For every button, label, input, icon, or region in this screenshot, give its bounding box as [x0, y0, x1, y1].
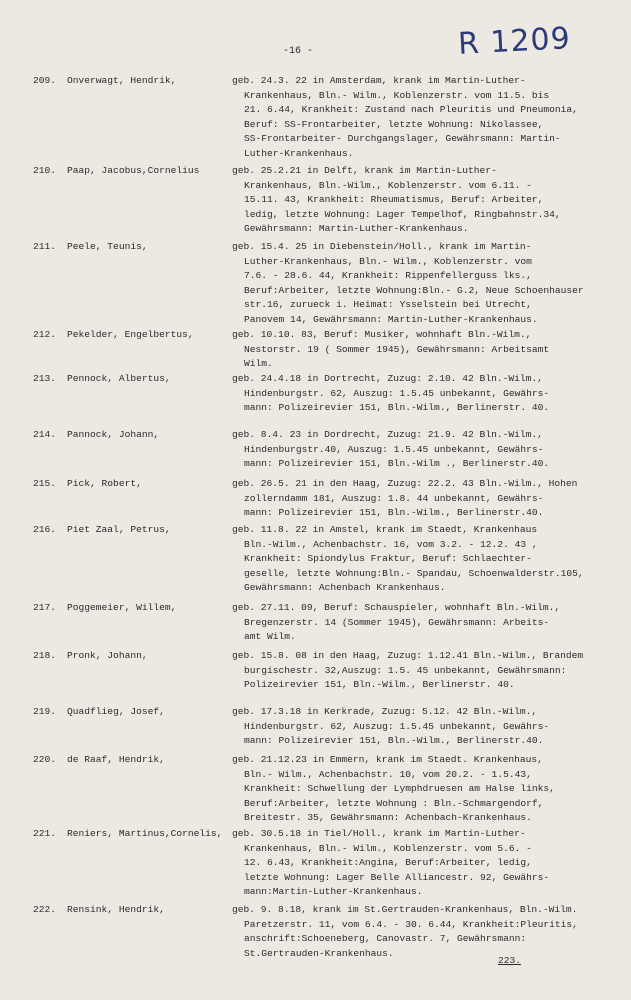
- entry-detail-line: Krankheit: Schwellung der Lymphdruesen am Halse links,: [244, 783, 555, 795]
- entry-name: Pick, Robert,: [67, 478, 142, 489]
- entry-detail-line: geb. 26.5. 21 in den Haag, Zuzug: 22.2. 43 Bln.-Wilm., Hohen: [232, 478, 578, 489]
- entry-detail-line: Nestorstr. 19 ( Sommer 1945), Gewährsmann: Arbeitsamt: [244, 343, 550, 355]
- entry-detail-line: geb. 17.3.18 in Kerkrade, Zuzug: 5.12. 42 Bln.-Wilm.,: [232, 706, 538, 717]
- entry-detail-line: str.16, zurueck i. Heimat: Ysselstein bei Utrecht,: [244, 299, 532, 311]
- entry-detail-line: 21. 6.44, Krankheit: Zustand nach Pleuritis und Pneumonia,: [244, 104, 578, 116]
- entry-detail-line: Bregenzerstr. 14 (Sommer 1945), Gewährsmann: Arbeits-: [244, 616, 550, 628]
- entry-detail-line: mann: Polizeirevier 151, Bln.-Wilm ., Berlinerstr.40.: [244, 458, 550, 470]
- entry-detail-line: 12. 6.43, Krankheit:Angina, Beruf:Arbeiter, ledig,: [244, 857, 532, 869]
- entry-details: [232, 601, 627, 645]
- entry-detail-line: zollerndamm 181, Auszug: 1.8. 44 unbekannt, Gewährs-: [244, 492, 544, 504]
- entry-name: Pekelder, Engelbertus,: [67, 329, 194, 340]
- entry-name: Poggemeier, Willem,: [67, 602, 177, 613]
- entry-number: 213.: [33, 373, 57, 384]
- entry-detail-line: geb. 15.8. 08 in den Haag, Zuzug: 1.12.41 Bln.-Wilm., Brandem: [232, 650, 584, 661]
- entry-name: Paap, Jacobus,Cornelius: [67, 165, 200, 176]
- entry-details: [232, 649, 627, 693]
- entry-name: Onverwagt, Hendrik,: [67, 75, 177, 86]
- entry-detail-line: Krankenhaus, Bln.- Wilm., Koblenzerstr. vom 11.5. bis: [244, 89, 550, 101]
- entry-details: [232, 74, 627, 162]
- entry-detail-line: Hindenburgstr. 62, Auszug: 1.5.45 unbekannt, Gewährs-: [244, 720, 550, 732]
- entry-detail-line: anschrift:Schoeneberg, Canovastr. 7, Gewährsmann:: [244, 933, 527, 945]
- entry-details: [232, 753, 627, 826]
- archive-reference-handwritten: R 1209: [457, 21, 572, 62]
- entry-name: de Raaf, Hendrik,: [67, 754, 165, 765]
- footer-mark: 223.: [498, 955, 522, 966]
- entry-details: [232, 164, 627, 237]
- entry-detail-line: Gewährsmann: Achenbach Krankenhaus.: [244, 582, 446, 594]
- entry-details: [232, 523, 627, 596]
- entry-detail-line: geb. 9. 8.18, krank im St.Gertrauden-Krankenhaus, Bln.-Wilm.: [232, 904, 578, 915]
- entry-detail-line: Hindenburgstr. 62, Auszug: 1.5.45 unbekannt, Gewährs-: [244, 387, 550, 399]
- entry-detail-line: geb. 11.8. 22 in Amstel, krank im Staedt, Krankenhaus: [232, 524, 538, 535]
- entry-number: 209.: [33, 75, 57, 86]
- entry-detail-line: St.Gertrauden-Krankenhaus.: [244, 947, 394, 959]
- entry-detail-line: geb. 10.10. 83, Beruf: Musiker, wohnhaft Bln.-Wilm.,: [232, 329, 532, 340]
- entry-detail-line: burgischestr. 32,Auszug: 1.5. 45 unbekannt, Gewährsmann:: [244, 664, 567, 676]
- entry-number: 222.: [33, 904, 57, 915]
- entry-detail-line: geb. 25.2.21 in Delft, krank im Martin-Luther-: [232, 165, 497, 176]
- entry-detail-line: geb. 21.12.23 in Emmern, krank im Staedt. Krankenhaus,: [232, 754, 543, 765]
- entry-detail-line: amt Wilm.: [244, 631, 296, 643]
- entry-number: 215.: [33, 478, 57, 489]
- entry-detail-line: Paretzerstr. 11, vom 6.4. - 30. 6.44, Krankheit:Pleuritis,: [244, 918, 578, 930]
- entry-details: [232, 328, 627, 372]
- entry-number: 214.: [33, 429, 57, 440]
- entry-number: 220.: [33, 754, 57, 765]
- entry-number: 218.: [33, 650, 57, 661]
- entry-details: [232, 705, 627, 749]
- entry-detail-line: ledig, letzte Wohnung: Lager Tempelhof, Ringbahnstr.34,: [244, 208, 561, 220]
- page-number: -16 -: [283, 46, 314, 57]
- entry-detail-line: mann: Polizeirevier 151, Bln.-Wilm., Berlinerstr.40.: [244, 735, 544, 747]
- entry-details: [232, 428, 627, 472]
- entry-detail-line: Wilm.: [244, 358, 273, 370]
- entry-detail-line: Bln.- Wilm., Achenbachstr. 10, vom 20.2. - 1.5.43,: [244, 768, 532, 780]
- entry-detail-line: geselle, letzte Wohnung:Bln.- Spandau, Schoenwalderstr.105,: [244, 567, 584, 579]
- entry-detail-line: Beruf:Arbeiter, letzte Wohnung : Bln.-Schmargendorf,: [244, 797, 544, 809]
- entry-detail-line: geb. 15.4. 25 in Diebenstein/Holl., krank im Martin-: [232, 241, 532, 252]
- entry-detail-line: Luther-Krankenhaus, Bln.- Wilm., Koblenzerstr. vom: [244, 255, 532, 267]
- entry-detail-line: mann: Polizeirevier 151, Bln.-Wilm., Berlinerstr. 40.: [244, 402, 550, 414]
- entry-details: [232, 372, 627, 416]
- entry-detail-line: geb. 30.5.18 in Tiel/Holl., krank im Martin-Luther-: [232, 828, 526, 839]
- entry-details: [232, 903, 627, 961]
- entry-detail-line: Luther-Krankenhaus.: [244, 147, 354, 159]
- entry-name: Reniers, Martinus,Cornelis,: [67, 828, 223, 839]
- entry-number: 221.: [33, 828, 57, 839]
- entry-detail-line: SS-Frontarbeiter- Durchgangslager, Gewährsmann: Martin-: [244, 133, 561, 145]
- entry-detail-line: geb. 24.4.18 in Dortrecht, Zuzug: 2.10. 42 Bln.-Wilm.,: [232, 373, 543, 384]
- entry-detail-line: mann: Polizeirevier 151, Bln.-Wilm., Berlinerstr.40.: [244, 507, 544, 519]
- entry-detail-line: geb. 27.11. 09, Beruf: Schauspieler, wohnhaft Bln.-Wilm.,: [232, 602, 561, 613]
- entry-detail-line: Hindenburgstr.40, Auszug: 1.5.45 unbekannt, Gewährs-: [244, 443, 544, 455]
- entry-name: Peele, Teunis,: [67, 241, 148, 252]
- entry-detail-line: mann:Martin-Luther-Krankenhaus.: [244, 886, 423, 898]
- entry-detail-line: Krankenhaus, Bln.- Wilm., Koblenzerstr. vom 5.6. -: [244, 842, 532, 854]
- entry-number: 219.: [33, 706, 57, 717]
- entry-detail-line: geb. 24.3. 22 in Amsterdam, krank im Martin-Luther-: [232, 75, 526, 86]
- entry-number: 216.: [33, 524, 57, 535]
- entry-detail-line: Polizeirevier 151, Bln.-Wilm., Berlinerstr. 40.: [244, 679, 515, 691]
- entry-detail-line: Gewährsmann: Martin-Luther-Krankenhaus.: [244, 223, 469, 235]
- entry-detail-line: Krankenhaus, Bln.-Wilm., Koblenzerstr. vom 6.11. -: [244, 179, 532, 191]
- entry-details: [232, 827, 627, 900]
- entry-details: [232, 240, 627, 328]
- entry-detail-line: Breitestr. 35, Gewährsmann: Achenbach-Krankenhaus.: [244, 812, 532, 824]
- entry-detail-line: Beruf:Arbeiter, letzte Wohnung:Bln.- G.2, Neue Schoenhauser: [244, 284, 584, 296]
- entry-name: Rensink, Hendrik,: [67, 904, 165, 915]
- entry-number: 211.: [33, 241, 57, 252]
- entry-detail-line: geb. 8.4. 23 in Dordrecht, Zuzug: 21.9. 42 Bln.-Wilm.,: [232, 429, 543, 440]
- entry-number: 217.: [33, 602, 57, 613]
- entry-detail-line: 7.6. - 28.6. 44, Krankheit: Rippenfellerguss lks.,: [244, 270, 532, 282]
- entry-detail-line: letzte Wohnung: Lager Belle Alliancestr. 92, Gewährs-: [244, 871, 550, 883]
- entry-number: 212.: [33, 329, 57, 340]
- entry-name: Piet Zaal, Petrus,: [67, 524, 171, 535]
- entry-details: [232, 477, 627, 521]
- entry-name: Pronk, Johann,: [67, 650, 148, 661]
- entry-detail-line: Panovem 14, Gewährsmann: Martin-Luther-Krankenhaus.: [244, 313, 538, 325]
- entry-detail-line: 15.11. 43, Krankheit: Rheumatismus, Beruf: Arbeiter,: [244, 194, 544, 206]
- entry-name: Pennock, Albertus,: [67, 373, 171, 384]
- entry-detail-line: Krankheit: Spiondylus Fraktur, Beruf: Schlaechter-: [244, 553, 532, 565]
- entry-detail-line: Bln.-Wilm., Achenbachstr. 16, vom 3.2. - 12.2. 43 ,: [244, 538, 538, 550]
- entry-number: 210.: [33, 165, 57, 176]
- entry-name: Pannock, Johann,: [67, 429, 160, 440]
- entry-name: Quadflieg, Josef,: [67, 706, 165, 717]
- entry-detail-line: Beruf: SS-Frontarbeiter, letzte Wohnung: Nikolassee,: [244, 118, 544, 130]
